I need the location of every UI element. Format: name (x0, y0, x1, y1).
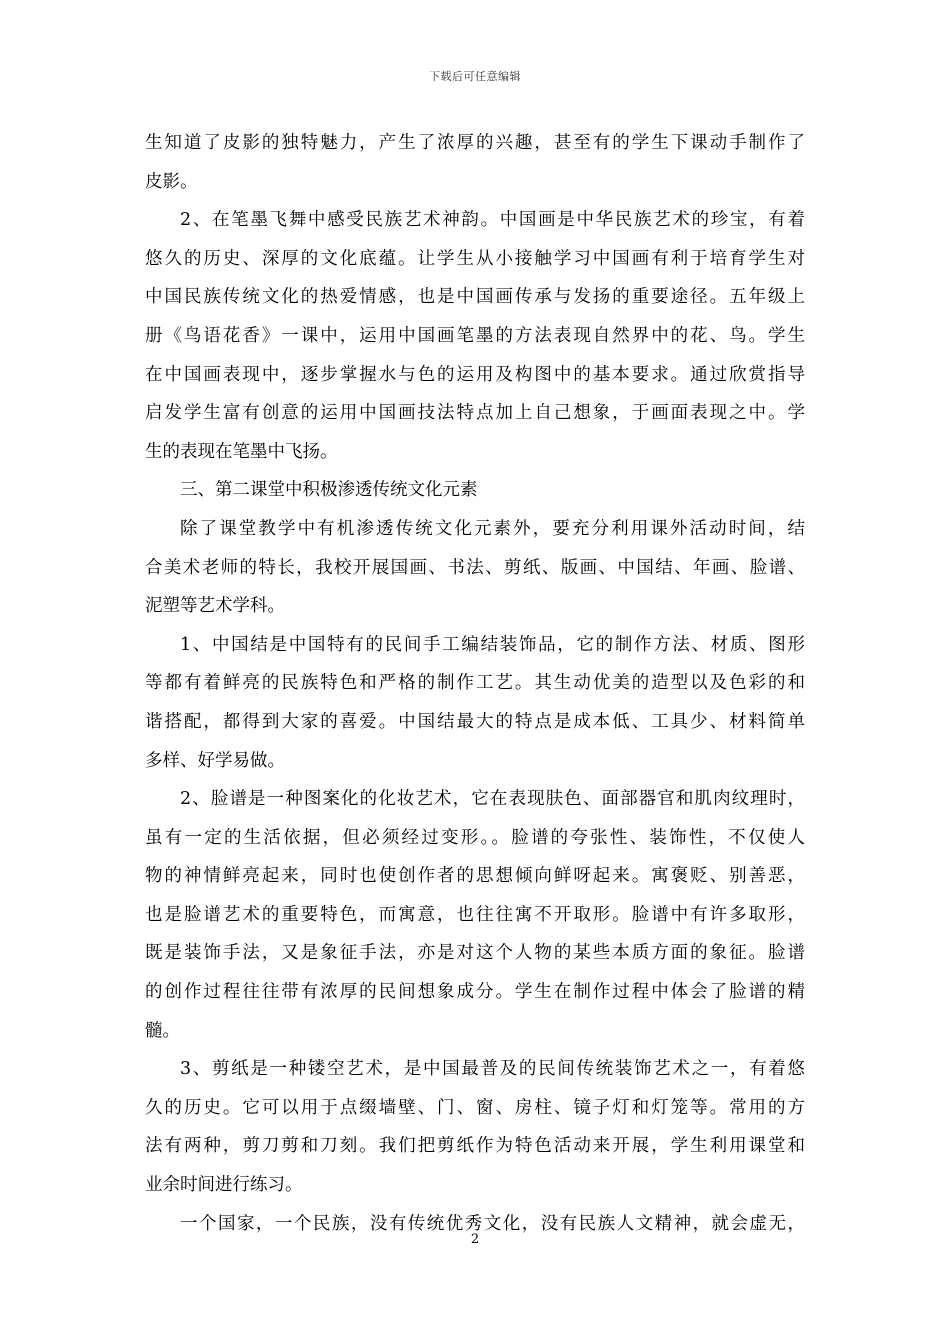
text-line: 一个国家，一个民族，没有传统优秀文化，没有民族人文精神，就会虚无， (180, 1213, 805, 1234)
text-line: 皮影。 (145, 171, 198, 192)
text-line: 在中国画表现中，逐步掌握水与色的运用及构图中的基本要求。通过欣赏指导 (145, 364, 805, 385)
text-line: 3、剪纸是一种镂空艺术，是中国最普及的民间传统装饰艺术之一，有着悠 (180, 1059, 805, 1080)
text-line: 久的历史。它可以用于点缀墙壁、门、窗、房柱、镜子灯和灯笼等。常用的方 (145, 1097, 805, 1118)
text-line: 等都有着鲜亮的民族特色和严格的制作工艺。其生动优美的造型以及色彩的和 (145, 673, 805, 694)
text-line: 悠久的历史、深厚的文化底蕴。让学生从小接触学习中国画有利于培育学生对 (145, 248, 805, 269)
text-line: 三、第二课堂中积极渗透传统文化元素 (180, 480, 478, 501)
text-line: 启发学生富有创意的运用中国画技法特点加上自己想象，于画面表现之中。学 (145, 403, 805, 424)
page-header: 下载后可任意编辑 (429, 70, 521, 83)
text-line: 合美术老师的特长，我校开展国画、书法、剪纸、版画、中国结、年画、脸谱、 (145, 557, 805, 578)
text-line: 2、脸谱是一种图案化的化妆艺术，它在表现肤色、面部器官和肌肉纹理时， (180, 789, 805, 810)
text-line: 业余时间进行练习。 (145, 1175, 303, 1196)
text-line: 物的神情鲜亮起来，同时也使创作者的思想倾向鲜呀起来。寓褒贬、别善恶， (145, 866, 805, 887)
text-line: 虽有一定的生活依据，但必须经过变形。。脸谱的夸张性、装饰性，不仅使人 (145, 827, 805, 848)
text-line: 中国民族传统文化的热爱情感，也是中国画传承与发扬的重要途径。五年级上 (145, 287, 805, 308)
text-line: 2、在笔墨飞舞中感受民族艺术神韵。中国画是中华民族艺术的珍宝，有着 (180, 210, 805, 231)
text-line: 既是装饰手法，又是象征手法，亦是对这个人物的某些本质方面的象征。脸谱 (145, 943, 805, 964)
text-line: 多样、好学易做。 (145, 750, 285, 771)
page-number: 2 (470, 1232, 480, 1247)
text-line: 的创作过程往往带有浓厚的民间想象成分。学生在制作过程中体会了脸谱的精 (145, 982, 805, 1003)
text-line: 髓。 (145, 1020, 180, 1041)
text-line: 也是脸谱艺术的重要特色，而寓意，也往往寓不开取形。脸谱中有许多取形， (145, 904, 805, 925)
text-line: 册《鸟语花香》一课中，运用中国画笔墨的方法表现自然界中的花、鸟。学生 (145, 325, 805, 346)
document-body (145, 124, 805, 1243)
text-line: 谐搭配，都得到大家的喜爱。中国结最大的特点是成本低、工具少、材料简单 (145, 711, 805, 732)
text-line: 1、中国结是中国特有的民间手工编结装饰品，它的制作方法、材质、图形 (180, 634, 805, 655)
text-line: 除了课堂教学中有机渗透传统文化元素外，要充分利用课外活动时间，结 (180, 518, 805, 539)
text-line: 生的表现在笔墨中飞扬。 (145, 441, 338, 462)
text-line: 法有两种，剪刀剪和刀刻。我们把剪纸作为特色活动来开展，学生利用课堂和 (145, 1136, 805, 1157)
text-line: 生知道了皮影的独特魅力，产生了浓厚的兴趣，甚至有的学生下课动手制作了 (145, 133, 805, 153)
text-line: 泥塑等艺术学科。 (145, 596, 285, 617)
